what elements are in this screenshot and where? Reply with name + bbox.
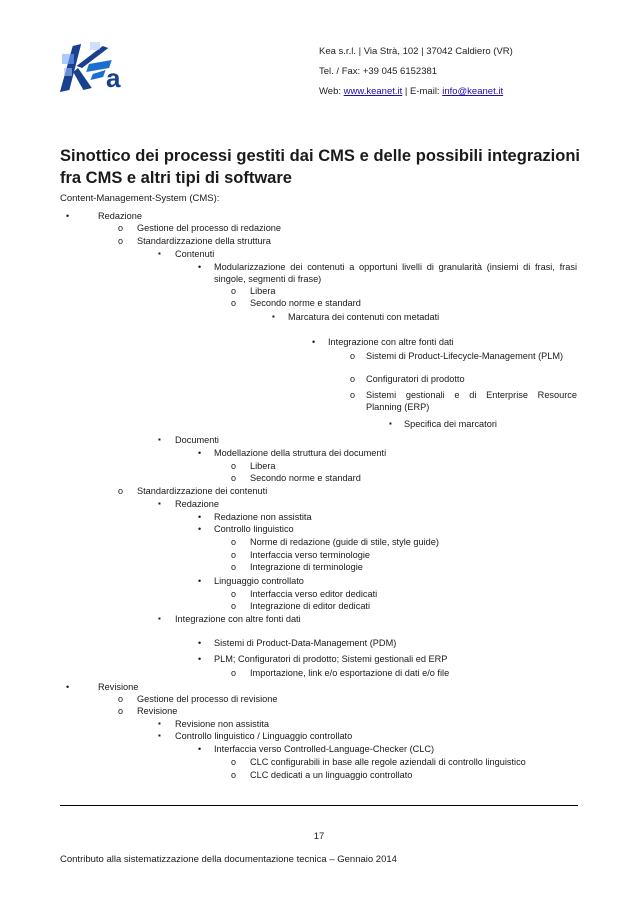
bullet-marker: o (118, 486, 124, 496)
bullet-marker: ▪ (158, 499, 161, 508)
outline-item-text: Specifica dei marcatori (404, 419, 497, 429)
email-prefix: | E-mail: (402, 86, 443, 97)
kea-logo (60, 40, 138, 98)
page-number: 17 (313, 831, 325, 842)
outline-item-text: Sistemi gestionali e di Enterprise Resource Planning (ERP) (366, 390, 577, 412)
bullet-marker: • (312, 337, 316, 347)
bullet-marker: o (231, 668, 237, 678)
page-title: Sinottico dei processi gestiti dai CMS e delle possibili integrazioni fra CMS e altri tipi di software (60, 147, 580, 187)
bullet-marker: • (198, 512, 202, 522)
outline-item-text: Gestione del processo di redazione (137, 223, 282, 233)
outline-item-text: Sistemi di Product-Data-Management (PDM) (214, 638, 397, 648)
bullet-marker: o (231, 550, 237, 560)
outline-item-text: Modellazione della struttura dei documenti (214, 448, 387, 458)
outline-item-text: CLC configurabili in base alle regole aziendali di controllo linguistico (250, 757, 526, 767)
bullet-marker: o (231, 562, 237, 572)
outline-item-text: Sistemi di Product-Lifecycle-Management (PLM) (366, 351, 564, 361)
bullet-marker: ▪ (158, 731, 161, 740)
outline-item-text: Secondo norme e standard (250, 473, 361, 483)
bullet-marker: o (231, 757, 237, 767)
bullet-marker: o (118, 223, 124, 233)
bullet-marker: • (198, 448, 202, 458)
bullet-marker: o (231, 770, 237, 780)
outline-item-text: Importazione, link e/o esportazione di dati e/o file (250, 668, 450, 678)
outline-item-text: Integrazione di terminologie (250, 562, 363, 572)
outline-item-text: Contenuti (175, 249, 215, 259)
bullet-marker: • (198, 744, 202, 754)
bullet-marker: o (118, 236, 124, 246)
outline-item-text: Gestione del processo di revisione (137, 694, 278, 704)
footer-text: Contributo alla sistematizzazione della documentazione tecnica – Gennaio 2014 (60, 854, 397, 865)
bullet-marker: • (198, 524, 202, 534)
outline-item-text: Standardizzazione della struttura (137, 236, 271, 246)
outline-item-text: Interfaccia verso terminologie (250, 550, 371, 560)
web-prefix: Web: (319, 86, 344, 97)
intro-label: Content-Management-System (CMS): (60, 193, 220, 204)
bullet-marker: • (198, 638, 202, 648)
outline-item-text: PLM; Configuratori di prodotto; Sistemi gestionali ed ERP (214, 654, 448, 664)
outline-item-text: Interfaccia verso editor dedicati (250, 589, 378, 599)
bullet-marker: o (231, 473, 237, 483)
company-address: Kea s.r.l. | Via Strà, 102 | 37042 Caldiero (VR) (319, 46, 513, 57)
bullet-marker: o (231, 589, 237, 599)
bullet-marker: ▪ (389, 419, 392, 428)
phone-fax: Tel. / Fax: +39 045 6152381 (319, 66, 438, 77)
outline-item-text: Documenti (175, 435, 219, 445)
outline-item-text: Revisione non assistita (175, 719, 269, 729)
svg-text:a: a (106, 63, 121, 93)
bullet-marker: ▪ (158, 614, 161, 623)
outline-item-text: Marcatura dei contenuti con metadati (288, 312, 440, 322)
outline-item-text: Integrazione con altre fonti dati (328, 337, 454, 347)
bullet-marker: o (350, 351, 356, 361)
bullet-marker: ▪ (158, 719, 161, 728)
bullet-marker: o (231, 286, 237, 296)
bullet-marker: o (231, 298, 237, 308)
bullet-marker: ▪ (158, 435, 161, 444)
outline-item-text: CLC dedicati a un linguaggio controllato (250, 770, 413, 780)
outline-item-text: Redazione (175, 499, 219, 509)
bullet-marker: • (198, 576, 202, 586)
outline-item-text: Standardizzazione dei contenuti (137, 486, 268, 496)
bullet-marker: o (118, 706, 124, 716)
email-link[interactable]: info@keanet.it (442, 86, 504, 97)
outline-item-text: Configuratori di prodotto (366, 374, 465, 384)
footer-divider (60, 805, 578, 806)
bullet-marker: ▪ (158, 249, 161, 258)
outline-item-text: Integrazione con altre fonti dati (175, 614, 301, 624)
bullet-marker: o (350, 374, 356, 384)
outline-item-text: Libera (250, 286, 276, 296)
bullet-marker: o (231, 601, 237, 611)
bullet-marker: ▪ (272, 312, 275, 321)
outline-item-text: Norme di redazione (guide di stile, style guide) (250, 537, 439, 547)
bullet-marker: o (231, 537, 237, 547)
outline-item-text: Controllo linguistico / Linguaggio controllato (175, 731, 353, 741)
bullet-marker: • (66, 682, 70, 692)
web-email-line (319, 86, 503, 97)
outline-item-text: Linguaggio controllato (214, 576, 304, 586)
outline-item-text: Integrazione di editor dedicati (250, 601, 371, 611)
outline-item-text: Redazione non assistita (214, 512, 312, 522)
bullet-marker: o (231, 461, 237, 471)
outline-item-text: Controllo linguistico (214, 524, 294, 534)
web-link[interactable]: www.keanet.it (343, 86, 403, 97)
outline-item-text: Interfaccia verso Controlled-Language-Checker (CLC) (214, 744, 435, 754)
bullet-marker: o (118, 694, 124, 704)
bullet-marker: • (198, 262, 202, 272)
outline-item-text: Modularizzazione dei contenuti a opportuni livelli di granularità (insiemi di frasi, frasi singole, segmenti di frase) (214, 262, 577, 284)
outline-item-text: Revisione (98, 682, 139, 692)
outline-item-text: Redazione (98, 211, 142, 221)
bullet-marker: o (350, 390, 356, 400)
outline-item-text: Secondo norme e standard (250, 298, 361, 308)
outline-item-text: Revisione (137, 706, 178, 716)
bullet-marker: • (66, 211, 70, 221)
outline-item-text: Libera (250, 461, 276, 471)
bullet-marker: • (198, 654, 202, 664)
